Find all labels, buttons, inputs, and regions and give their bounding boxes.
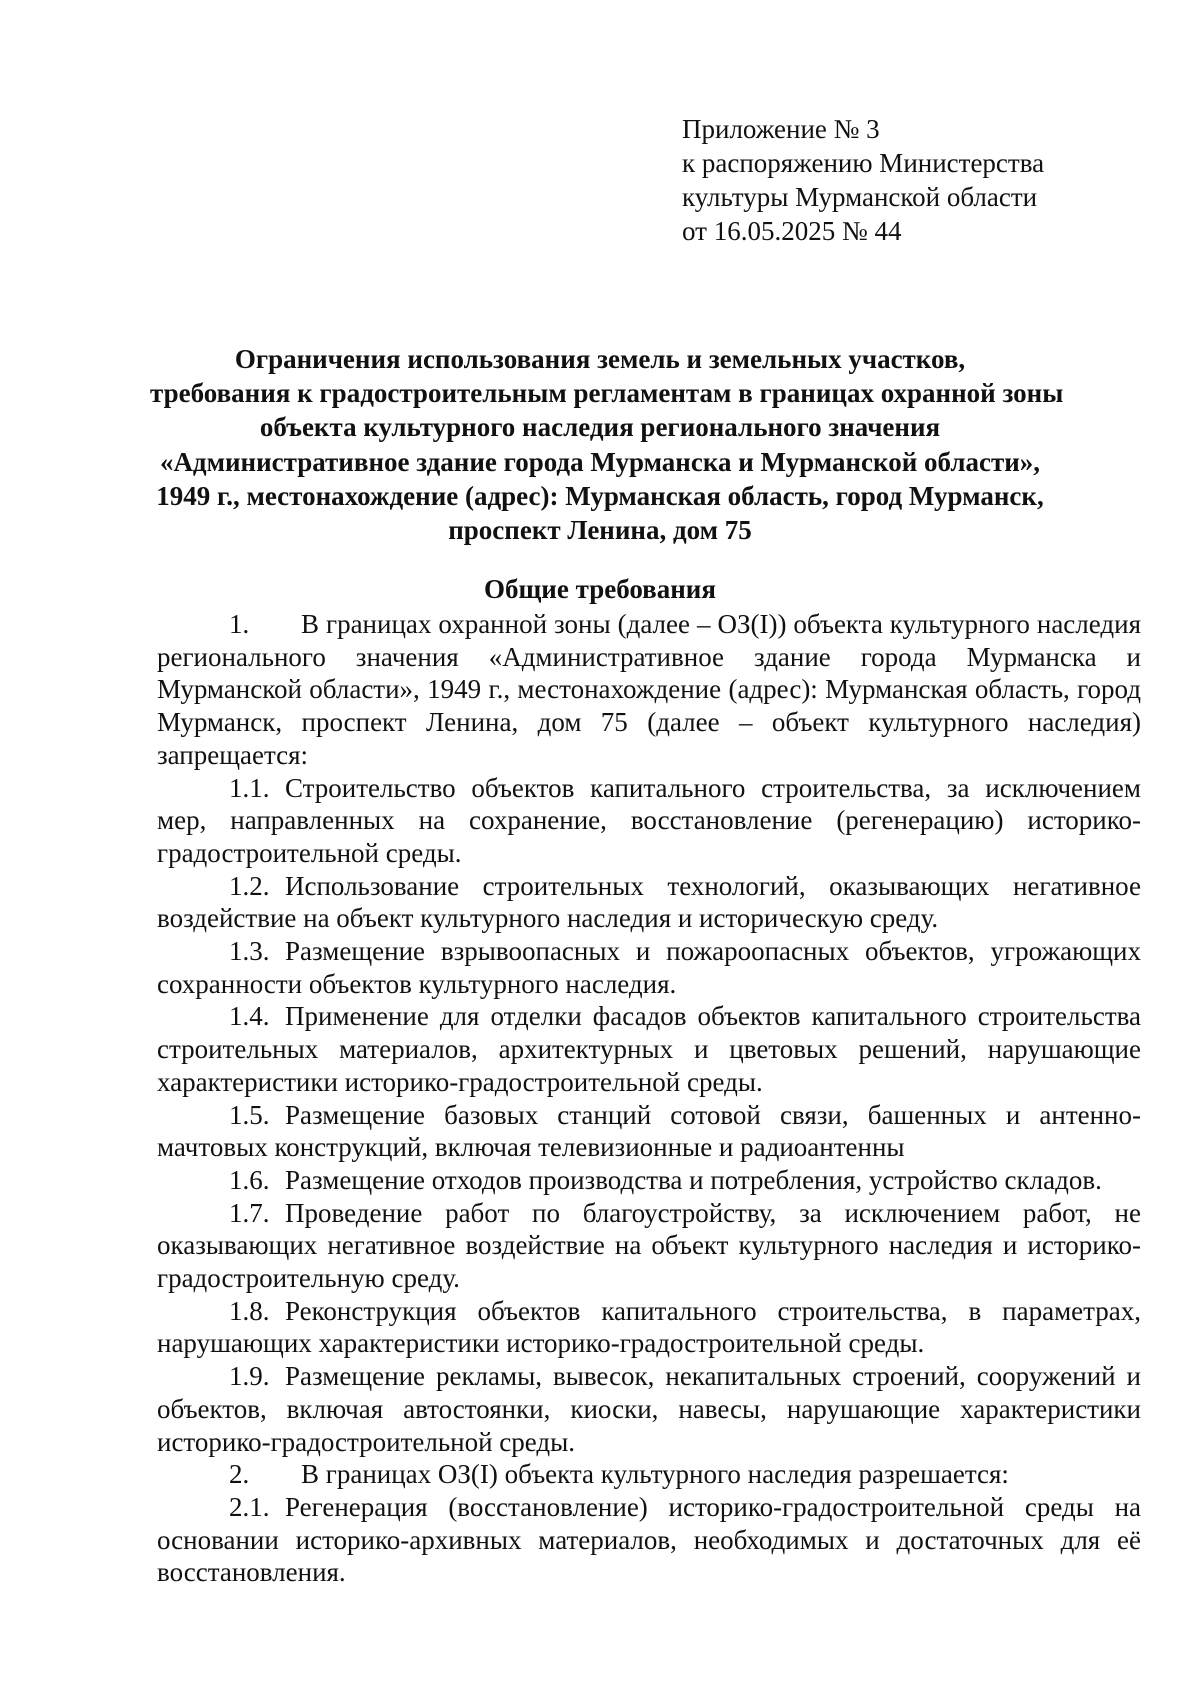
item-number: 1.3. <box>229 936 270 967</box>
appendix-header <box>682 112 1142 248</box>
appendix-number: Приложение № 3 <box>682 114 880 144</box>
item-text: В границах охранной зоны (далее – ОЗ(I)) объекта культурного наследия регионального значения «Административное здание города Мурманска и Мурманской области», 1949 г., местонахождение (адрес): Мурманская область, город Мурманск, проспект Ленина, дом 75 (далее – объект культурного наследия) запрещается: <box>157 609 1141 770</box>
item-text: Применение для отделки фасадов объектов капитального строительства строительных материалов, архитектурных и цветовых решений, нарушающие характеристики историко-градостроительной среды. <box>157 1001 1141 1097</box>
item-text: Размещение взрывоопасных и пожароопасных объектов, угрожающих сохранности объектов культурного наследия. <box>157 936 1141 999</box>
item-text: Размещение отходов производства и потребления, устройство складов. <box>285 1164 1102 1195</box>
list-item <box>157 935 1141 1000</box>
title-line: объекта культурного наследия регионального значения <box>259 412 941 443</box>
section-title: Общие требования <box>484 574 716 604</box>
item-number: 1.1. <box>229 772 270 803</box>
item-text: Регенерация (восстановление) историко-градостроительной среды на основании историко-архивных материалов, необходимых и достаточных для её восстановления. <box>157 1491 1141 1588</box>
list-item <box>157 1000 1141 1098</box>
list-item <box>157 1099 1141 1164</box>
item-text: Использование строительных технологий, оказывающих негативное воздействие на объект культурного наследия и историческую среду. <box>157 870 1141 934</box>
list-item <box>157 1360 1141 1458</box>
list-item <box>157 608 1141 772</box>
title-line: Ограничения использования земель и земельных участков, <box>234 344 966 374</box>
document-title <box>150 342 1064 547</box>
appendix-ministry: культуры Мурманской области <box>682 182 1038 212</box>
item-number: 1.4. <box>229 1001 270 1032</box>
appendix-reference: к распоряжению Министерства <box>682 148 1045 178</box>
item-text: Размещение рекламы, вывесок, некапитальных строений, сооружений и объектов, включая автостоянки, киоски, навесы, нарушающие характеристики историко-градостроительной среды. <box>157 1361 1141 1457</box>
list-item <box>157 1164 1141 1197</box>
item-number: 1.5. <box>229 1099 270 1130</box>
appendix-date: от 16.05.2025 № 44 <box>682 216 902 246</box>
list-item <box>157 1295 1141 1360</box>
list-item <box>157 1458 1141 1491</box>
item-number: 2. <box>229 1459 250 1490</box>
list-item <box>157 870 1141 935</box>
item-number: 1.8. <box>229 1295 270 1326</box>
item-number: 1.9. <box>229 1361 270 1392</box>
item-number: 1. <box>229 609 250 639</box>
title-line: «Административное здание города Мурманска и Мурманской области», <box>159 446 1041 477</box>
item-text: В границах ОЗ(I) объекта культурного наследия разрешается: <box>301 1459 1009 1490</box>
title-line: 1949 г., местонахождение (адрес): Мурманская область, город Мурманск, <box>156 480 1044 511</box>
item-text: Реконструкция объектов капитального строительства, в параметрах, нарушающих характеристики историко-градостроительной среды. <box>157 1295 1141 1359</box>
item-number: 1.7. <box>229 1197 270 1228</box>
list-item <box>157 1491 1141 1589</box>
title-line: требования к градостроительным регламентам в границах охранной зоны <box>150 378 1064 409</box>
document-body <box>157 608 1141 1589</box>
item-text: Строительство объектов капитального строительства, за исключением мер, направленных на сохранение, восстановление (регенерацию) историко-градостроительной среды. <box>157 772 1141 868</box>
item-number: 1.6. <box>229 1164 270 1195</box>
item-number: 1.2. <box>229 870 270 901</box>
list-item <box>157 772 1141 870</box>
item-text: Размещение базовых станций сотовой связи, башенных и антенно-мачтовых конструкций, включая телевизионные и радиоантенны <box>157 1099 1141 1163</box>
item-text: Проведение работ по благоустройству, за исключением работ, не оказывающих негативное воздействие на объект культурного наследия и историко-градостроительную среду. <box>157 1197 1141 1294</box>
list-item <box>157 1197 1141 1295</box>
title-line: проспект Ленина, дом 75 <box>448 515 752 546</box>
item-number: 2.1. <box>229 1491 270 1522</box>
